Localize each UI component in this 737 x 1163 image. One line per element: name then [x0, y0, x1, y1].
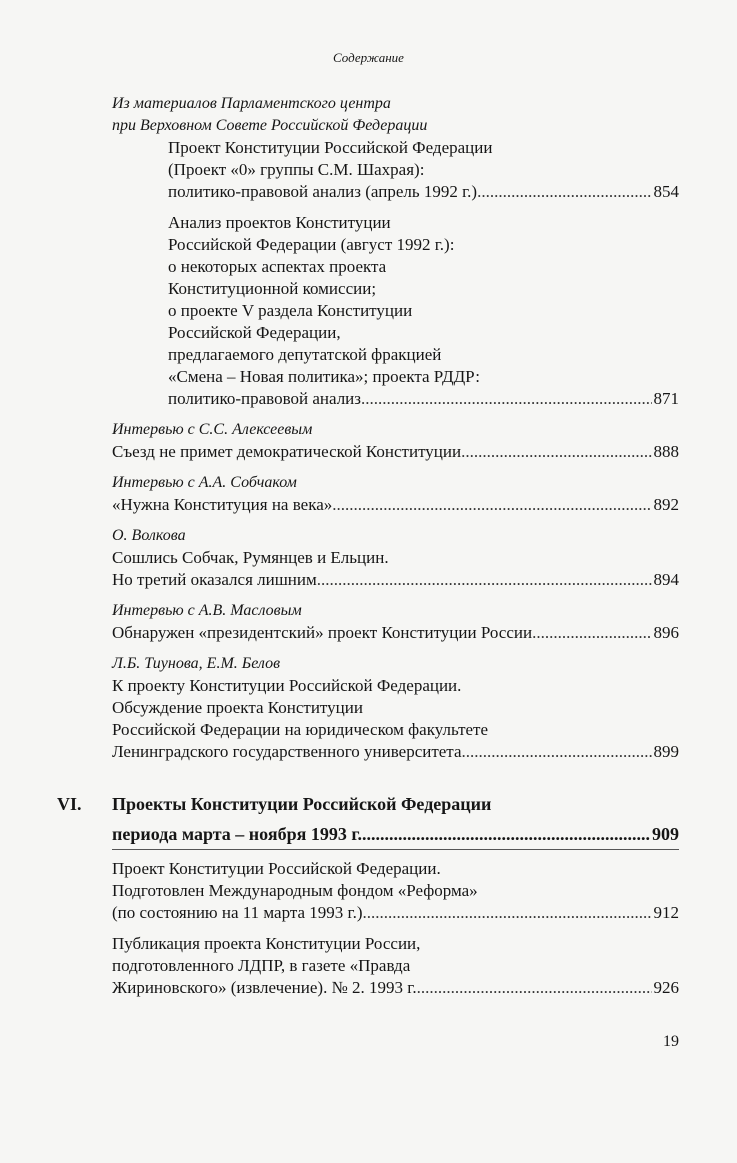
page-number: 19 [663, 1033, 679, 1050]
section-rule [112, 849, 679, 850]
toc-entry-line: Подготовлен Международным фондом «Реформа» [112, 881, 478, 900]
toc-page-number: 894 [653, 570, 679, 589]
toc-entry-text: Ленинградского государственного университета [112, 742, 462, 761]
toc-entry[interactable] [112, 858, 679, 924]
toc-entry-text: политико-правовой анализ (апрель 1992 г.) [168, 182, 478, 201]
section-title-line: Проекты Конституции Российской Федерации [112, 794, 492, 814]
toc-group-author [112, 93, 672, 137]
toc-group-author-line: Интервью с С.С. Алексеевым [112, 421, 313, 438]
dot-leader [532, 622, 651, 644]
toc-group-author [112, 653, 672, 675]
toc-entry-line: Анализ проектов Конституции [168, 213, 391, 232]
toc-entry-last-line [112, 494, 679, 516]
dot-leader [461, 441, 651, 463]
toc-entry-text: Но третий оказался лишним [112, 570, 317, 589]
toc-entry[interactable] [112, 441, 679, 463]
toc-group-author-line: Интервью с А.В. Масловым [112, 602, 302, 619]
toc-page-number: 899 [653, 742, 679, 761]
toc-group-author-line: Интервью с А.А. Собчаком [112, 474, 297, 491]
toc-page-number: 888 [653, 442, 679, 461]
running-header: Содержание [333, 50, 404, 65]
toc-page-number: 896 [653, 623, 679, 642]
dot-leader [362, 819, 650, 849]
toc-entry[interactable] [112, 547, 679, 591]
toc-entry-last-line [168, 388, 679, 410]
toc-group-author-line: Из материалов Парламентского центра [112, 95, 391, 112]
section-title [112, 789, 679, 849]
toc-entry-last-line [112, 741, 679, 763]
toc-entry-line: «Смена – Новая политика»; проекта РДДР: [168, 367, 480, 386]
toc-entry-text: политико-правовой анализ [168, 389, 361, 408]
dot-leader [417, 977, 652, 999]
toc-page-number: 912 [653, 903, 679, 922]
toc-entry-line: Российской Федерации, [168, 323, 341, 342]
toc-entry[interactable] [112, 933, 679, 999]
toc-entry-line: Проект Конституции Российской Федерации [168, 138, 493, 157]
toc-entry-last-line [112, 622, 679, 644]
toc-page-number: 892 [653, 495, 679, 514]
toc-group [0, 653, 737, 763]
toc-entry-last-line [112, 902, 679, 924]
toc-entry-text: Жириновского» (извлечение). № 2. 1993 г. [112, 978, 417, 997]
toc-group-author [112, 600, 672, 622]
toc-group-author-line: Л.Б. Тиунова, Е.М. Белов [112, 655, 281, 672]
toc-section-heading[interactable] [0, 789, 737, 849]
toc-group [0, 419, 737, 463]
section-page-number: 909 [652, 824, 679, 844]
toc-group-author-line: при Верховном Совете Российской Федерации [112, 117, 428, 134]
toc-entry-line: (Проект «0» группы С.М. Шахрая): [168, 160, 425, 179]
toc-group-author-line: О. Волкова [112, 527, 186, 544]
toc-entry-line: К проекту Конституции Российской Федерации. [112, 676, 462, 695]
toc-entry[interactable] [112, 675, 679, 763]
toc-group-author [112, 525, 672, 547]
toc-entry-line: Обсуждение проекта Конституции [112, 698, 363, 717]
toc-entry-line: Проект Конституции Российской Федерации. [112, 859, 441, 878]
toc-entry-last-line [112, 569, 679, 591]
toc-entry-line: Сошлись Собчак, Румянцев и Ельцин. [112, 548, 389, 567]
toc-entry[interactable] [168, 212, 679, 410]
toc-entry-line: Российской Федерации (август 1992 г.): [168, 235, 455, 254]
toc-entry-line: Публикация проекта Конституции России, [112, 934, 421, 953]
toc-entry-last-line [112, 441, 679, 463]
toc-entry-line: Российской Федерации на юридическом факультете [112, 720, 489, 739]
section-title-last-line [112, 819, 679, 849]
toc-entry-text: Обнаружен «президентский» проект Конституции России [112, 623, 533, 642]
toc-entry-line: о некоторых аспектах проекта [168, 257, 387, 276]
toc-entry-text: (по состоянию на 11 марта 1993 г.) [112, 903, 363, 922]
toc-entry-last-line [112, 977, 679, 999]
toc-page-number: 926 [653, 978, 679, 997]
dot-leader [332, 494, 651, 516]
toc-entry[interactable] [168, 137, 679, 203]
toc-entry-text: «Нужна Конституция на века» [112, 495, 333, 514]
dot-leader [477, 181, 651, 203]
toc-entry-line: о проекте V раздела Конституции [168, 301, 413, 320]
section-title-text: периода марта – ноября 1993 г. [112, 824, 362, 844]
toc-entry-line: предлагаемого депутатской фракцией [168, 345, 442, 364]
toc-entry-line: подготовленного ЛДПР, в газете «Правда [112, 956, 411, 975]
toc-entry[interactable] [112, 494, 679, 516]
toc-page-number: 854 [653, 182, 679, 201]
toc-group [0, 525, 737, 591]
toc-page-number: 871 [653, 389, 679, 408]
dot-leader [363, 902, 652, 924]
section-number: VI. [57, 794, 82, 814]
dot-leader [462, 741, 652, 763]
toc-group [0, 600, 737, 644]
dot-leader [317, 569, 652, 591]
toc-entry-text: Съезд не примет демократической Конституции [112, 442, 462, 461]
toc-group [0, 472, 737, 516]
toc-entry-last-line [168, 181, 679, 203]
dot-leader [361, 388, 652, 410]
toc-entry-line: Конституционной комиссии; [168, 279, 377, 298]
toc-group-author [112, 419, 672, 441]
toc-entry[interactable] [112, 622, 679, 644]
toc-group-author [112, 472, 672, 494]
table-of-contents [0, 93, 737, 1008]
toc-group [0, 93, 737, 410]
